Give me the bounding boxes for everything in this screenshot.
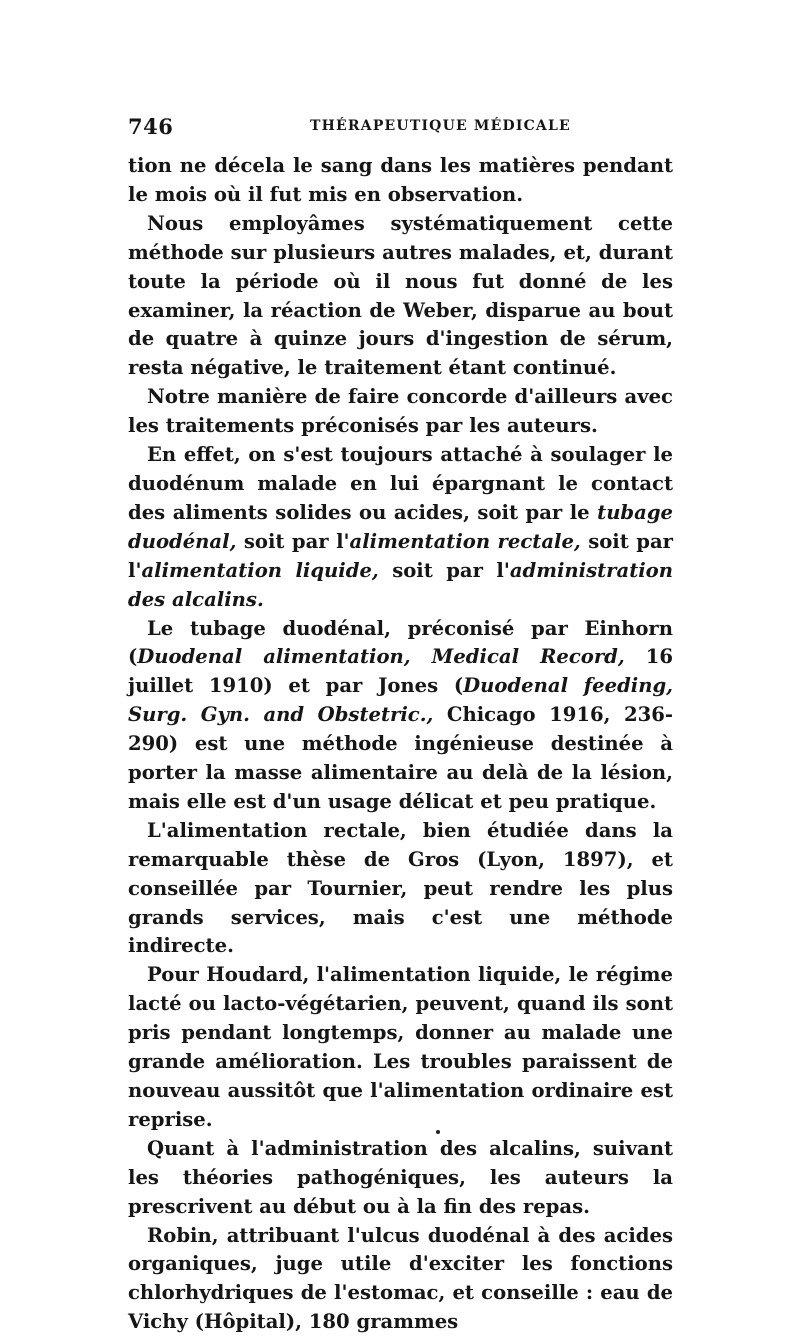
paragraph: En effet, on s'est toujours attaché à soulager le duodénum malade en lui épargnant le contact des aliments solides ou acides, soit par le tubage duodénal, soit par l'alimentation rectale, soit par l'alimentation liquide, soit par l'administration des alcalins. (128, 443, 673, 611)
paragraph: Nous employâmes systématiquement cette méthode sur plusieurs autres malades, et, durant toute la période où il nous fut donné de les examiner, la réaction de Weber, disparue au bout de quatre à quinze jours d'ingestion de sérum, resta négative, le traitement étant continué. (128, 211, 673, 380)
body-text (128, 152, 673, 1337)
page-number: 746 (128, 114, 174, 139)
paragraph-continuation: tion ne décela le sang dans les matières pendant le mois où il fut mis en observation. (128, 154, 673, 206)
page-header (128, 114, 678, 140)
paragraph: Quant à l'administration des alcalins, suivant les théories pathogéniques, les auteurs la prescrivent au début ou à la fin des repas. (128, 1136, 673, 1218)
footer-dot (436, 1130, 440, 1134)
paragraph: L'alimentation rectale, bien étudiée dans la remarquable thèse de Gros (Lyon, 1897), et conseillée par Tournier, peut rendre les plus grands services, mais c'est une méthode indirecte. (128, 818, 673, 958)
running-title: THÉRAPEUTIQUE MÉDICALE (310, 118, 571, 134)
paragraph: Le tubage duodénal, préconisé par Einhorn (Duodenal alimentation, Medical Record, 16 juillet 1910) et par Jones (Duodenal feeding, Surg. Gyn. and Obstetric., Chicago 1916, 236-290) est une méthode ingénieuse destinée à porter la masse alimentaire au delà de la lésion, mais elle est d'un usage délicat et peu pratique. (128, 616, 674, 813)
paragraph: Notre manière de faire concorde d'ailleurs avec les traitements préconisés par les auteurs. (128, 385, 673, 438)
paragraph: Pour Houdard, l'alimentation liquide, le régime lacté ou lacto-végétarien, peuvent, quand ils sont pris pendant longtemps, donner au malade une grande amélioration. Les troubles paraissent de nouveau aussitôt que l'alimentation ordinaire est reprise. (128, 963, 673, 1131)
paragraph: Robin, attribuant l'ulcus duodénal à des acides organiques, juge utile d'exciter les fonctions chlorhydriques de l'estomac, et conseille : eau de Vichy (Hôpital), 180 grammes (128, 1223, 673, 1334)
